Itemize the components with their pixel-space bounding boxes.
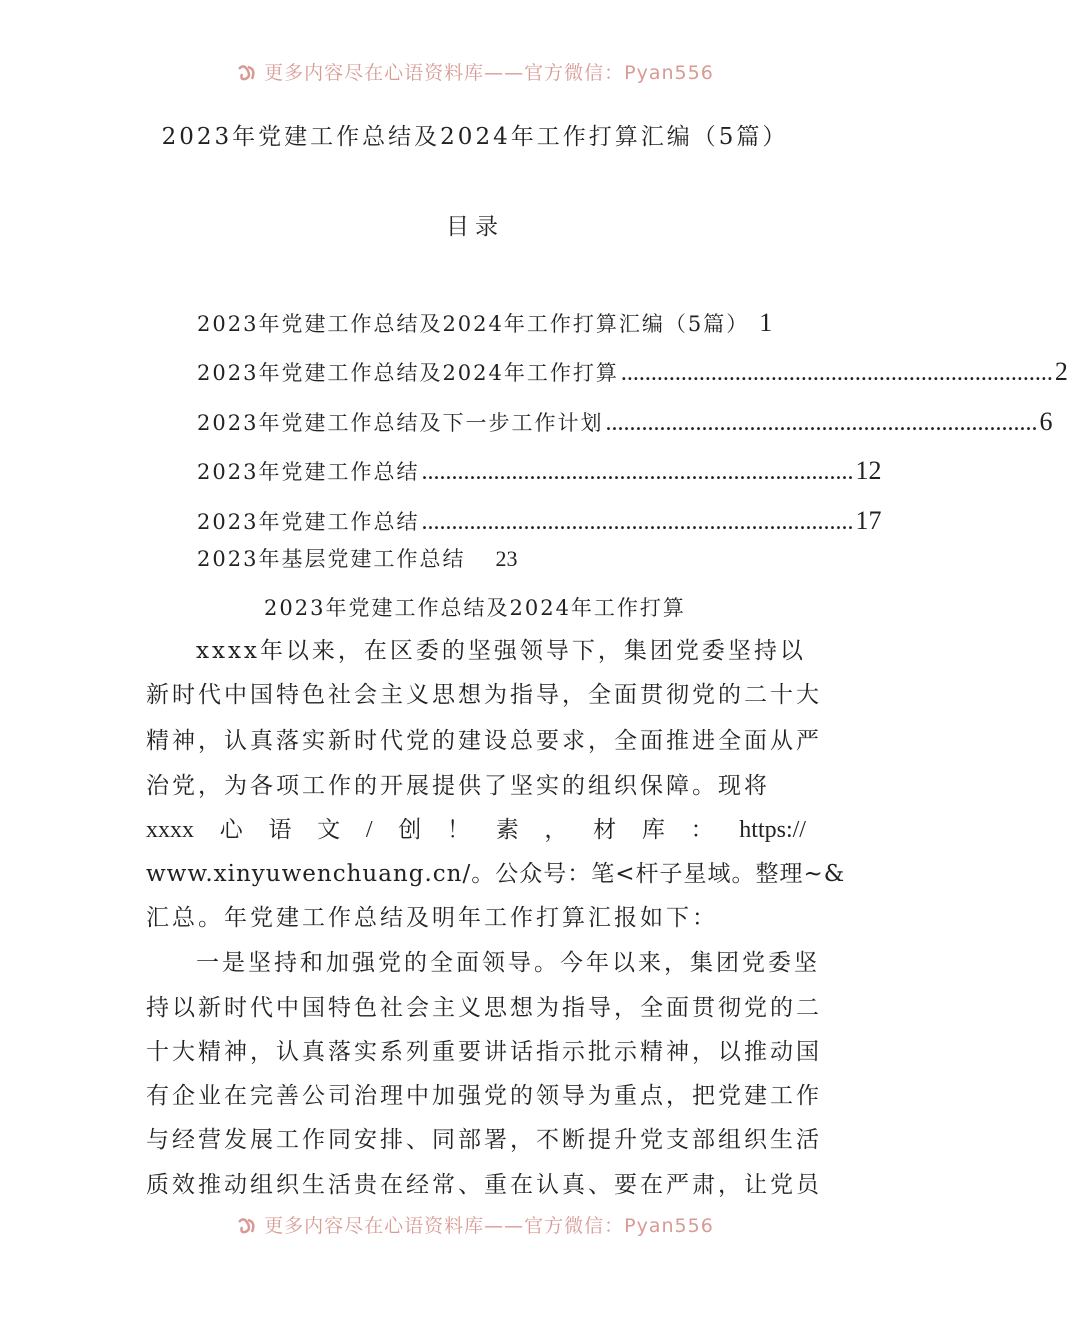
- body-line: 精神，认真落实新时代党的建设总要求，全面推进全面从严: [146, 728, 822, 754]
- toc-entry-page: 2: [1054, 357, 1068, 386]
- document-title: 2023年党建工作总结及2024年工作打算汇编（5篇）: [161, 124, 789, 150]
- toc-entry[interactable]: [197, 353, 1068, 387]
- toc-entry-page: 17: [855, 506, 882, 535]
- toc-leader-dots: ........................................................................: [620, 360, 1053, 386]
- toc-entry-title: 2023年党建工作总结及2024年工作打算: [197, 361, 619, 385]
- toc-entry[interactable]: [197, 304, 805, 338]
- body-token: 素: [495, 817, 519, 843]
- body-token: ！: [446, 817, 470, 843]
- body-line: 有企业在完善公司治理中加强党的领导为重点，把党建工作: [146, 1083, 822, 1109]
- toc-heading: 目录: [446, 214, 504, 240]
- toc-entry-page: 12: [855, 456, 882, 485]
- body-line: 质效推动组织生活贵在经常、重在认真、要在严肃，让党员: [146, 1172, 822, 1198]
- section-title: 2023年党建工作总结及2024年工作打算: [264, 596, 686, 620]
- body-token: 文: [317, 817, 341, 843]
- body-token: xxxx: [146, 817, 194, 843]
- toc-entry-title: 2023年党建工作总结及下一步工作计划: [197, 411, 604, 435]
- watermark-text: 更多内容尽在心语资料库——官方微信：Pyan556: [264, 1215, 714, 1237]
- body-token: https://: [739, 817, 806, 843]
- logo-icon: [236, 63, 258, 83]
- logo-icon: [236, 1216, 258, 1236]
- body-token: 库: [641, 817, 665, 843]
- body-token: 材: [593, 817, 617, 843]
- body-token: ：: [690, 817, 714, 843]
- body-token: /: [365, 817, 373, 843]
- toc-entry-title: 2023年党建工作总结: [197, 460, 420, 484]
- body-line: www.xinyuwenchuang.cn/。公众号：笔<杆子星域。整理~&: [146, 861, 846, 887]
- toc-entry-page: 23: [495, 546, 518, 571]
- toc-entry[interactable]: [197, 452, 882, 486]
- body-line: 汇总。年党建工作总结及明年工作打算汇报如下：: [146, 905, 718, 931]
- toc-leader-dots: ........................................................................: [421, 509, 854, 535]
- body-line: 持以新时代中国特色社会主义思想为指导，全面贯彻党的二: [146, 995, 822, 1021]
- toc-entry-title: 2023年党建工作总结及2024年工作打算汇编（5篇）: [197, 312, 750, 336]
- toc-leader-dots: ........................................................................: [421, 459, 854, 485]
- body-token: 心: [219, 817, 243, 843]
- toc-entry[interactable]: [197, 502, 882, 536]
- toc-entry-page: 6: [1039, 407, 1053, 436]
- toc-entry-page: 1: [759, 308, 773, 337]
- toc-entry[interactable]: [197, 403, 1053, 437]
- toc-leader-dots: ........................................................................: [605, 410, 1038, 436]
- toc-entry-title: 2023年党建工作总结: [197, 510, 420, 534]
- watermark-bottom: [0, 1211, 950, 1238]
- body-token: ，: [544, 817, 568, 843]
- watermark-text: 更多内容尽在心语资料库——官方微信：Pyan556: [264, 62, 714, 84]
- body-line: 一是坚持和加强党的全面领导。今年以来，集团党委坚: [196, 950, 820, 976]
- toc-entry-title: 2023年基层党建工作总结: [197, 547, 466, 571]
- body-line: 新时代中国特色社会主义思想为指导，全面贯彻党的二十大: [146, 682, 822, 708]
- body-line: 十大精神，认真落实系列重要讲话指示批示精神，以推动国: [146, 1039, 822, 1065]
- body-line-justified: [146, 808, 806, 852]
- body-token: 创: [398, 817, 422, 843]
- body-line: 与经营发展工作同安排、同部署，不断提升党支部组织生活: [146, 1127, 822, 1153]
- toc-entry[interactable]: [197, 543, 517, 573]
- body-line: 治党，为各项工作的开展提供了坚实的组织保障。现将: [146, 773, 770, 799]
- body-line: xxxx年以来，在区委的坚强领导下，集团党委坚持以: [196, 638, 806, 664]
- watermark-top: [0, 58, 950, 85]
- body-token: 语: [268, 817, 292, 843]
